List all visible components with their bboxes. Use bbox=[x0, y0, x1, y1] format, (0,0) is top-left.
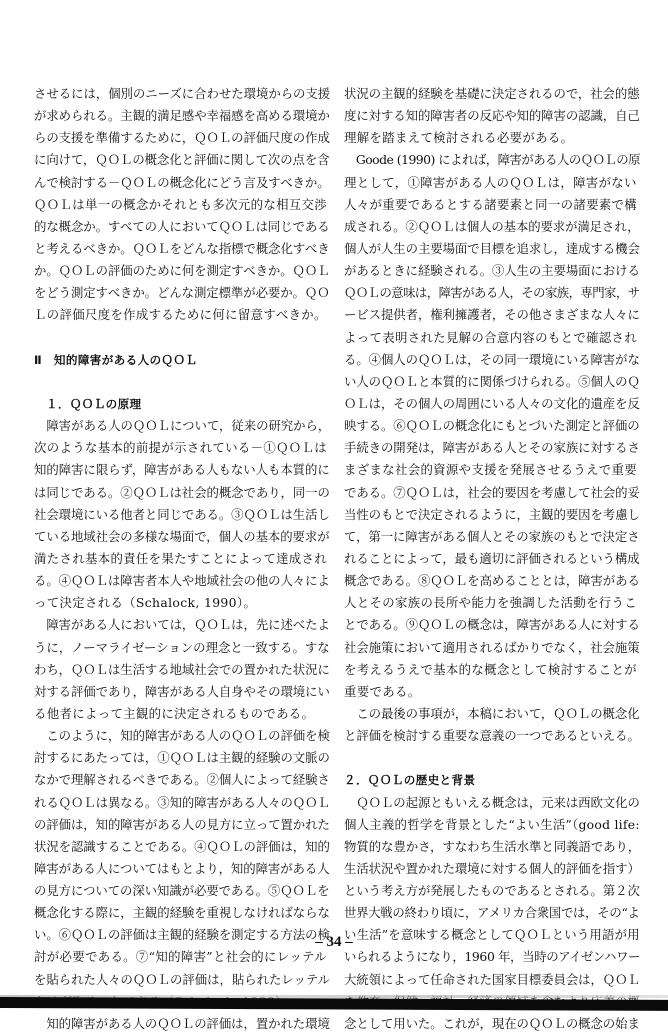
text-line: に向けて，ＱＯＬの概念化と評価に関して次の点を含 bbox=[34, 152, 330, 168]
text-line: とである。⑨ＱＯＬの概念は，障害がある人に対する bbox=[344, 617, 640, 633]
text-line: この最後の事項が，本稿において，ＱＯＬの概念化 bbox=[344, 705, 640, 721]
text-line: という考え方が発展したものであるとされる。第２次 bbox=[344, 883, 640, 899]
text-line: 成される。②ＱＯＬは個人の基本的要求が満足され， bbox=[344, 218, 640, 234]
blank-line bbox=[34, 371, 330, 393]
text-line: Goode (1990) によれば，障害がある人のＱＯＬの原 bbox=[344, 152, 641, 168]
text-line: 理として，①障害がある人のＱＯＬは，障害がない bbox=[344, 174, 637, 190]
blank-line bbox=[34, 327, 330, 349]
page-number: – 34 – bbox=[315, 934, 353, 950]
text-line: れることによって，最も適切に評価されるという構成 bbox=[344, 550, 640, 566]
text-line: 物質的な豊かさ，すなわち生活水準と同義語であり， bbox=[344, 838, 641, 854]
text-line: らの支援を準備するために，ＱＯＬの評価尺度の作成 bbox=[34, 130, 330, 146]
text-line: 討するにあたっては，①ＱＯＬは主観的経験の文脈の bbox=[34, 750, 330, 766]
text-line: よって表明された見解の合意内容のもとで確認され bbox=[344, 329, 638, 345]
text-line: んで検討する－ＱＯＬの概念化にどう言及すべきか。 bbox=[34, 174, 330, 190]
text-line: と評価を検討する重要な意義の一つであるといえる。 bbox=[344, 728, 640, 744]
text-line: って決定される（Schalock, 1990）。 bbox=[34, 595, 257, 611]
text-line: の評価は，知的障害がある人の見方に立って置かれた bbox=[34, 816, 330, 832]
text-line: 社会施策において適用されるばかりでなく，社会施策 bbox=[344, 639, 640, 655]
text-line: をどう測定すべきか。どんな測定標準が必要か。ＱＯ bbox=[34, 285, 330, 301]
text-line: る。④ＱＯＬは障害者本人や地域社会の他の人々によ bbox=[34, 573, 330, 589]
text-line: うに，ノーマライゼーションの理念と一致する。すな bbox=[34, 639, 330, 655]
text-line: 討が必要である。⑦“知的障害”と社会的にレッテル bbox=[34, 949, 327, 965]
text-line: 生活状況や置かれた環境に対する個人的評価を指す） bbox=[344, 860, 640, 876]
text-line: れるＱＯＬは異なる。③知的障害がある人々のＱＯＬ bbox=[34, 794, 330, 810]
text-line: わち，ＱＯＬは生活する地域社会での置かれた状況に bbox=[34, 661, 330, 677]
text-line: 手続きの開発は，障害がある人とその家族に対するさ bbox=[344, 440, 640, 456]
text-line: が求められる。主観的満足感や幸福感を高める環境か bbox=[34, 108, 330, 124]
text-line: ＱＯＬの意味は，障害がある人，その家族，専門家，サ bbox=[344, 285, 640, 301]
text-line: 知的障害がある人のＱＯＬの評価は，置かれた環境 bbox=[34, 1015, 330, 1031]
text-line: 人とその家族の長所や能力を強調した活動を行うこ bbox=[344, 595, 638, 611]
text-line: 社会環境にいる他者と同じである。③ＱＯＬは生活し bbox=[34, 506, 330, 522]
text-line: ＱＯＬの起源ともいえる概念は，元来は西欧文化の bbox=[344, 794, 640, 810]
text-line: させるには，個別のニーズに合わせた環境からの支援 bbox=[34, 86, 331, 101]
text-line: なかで理解されるべきである。②個人によって経験さ bbox=[34, 772, 330, 788]
text-line: を考えるうえで基本的な概念として検討することが bbox=[344, 661, 638, 677]
text-line: 念として用いた。これが，現在のＱＯＬの概念の始ま bbox=[344, 1015, 640, 1031]
left-text-column bbox=[34, 83, 330, 1035]
text-line: いられるようになり，1960 年，当時のアイゼンハワー bbox=[344, 949, 641, 965]
text-line: は同じである。②ＱＯＬは社会的概念であり，同一の bbox=[34, 484, 330, 500]
text-line: る他者によって主観的に決定されるものである。 bbox=[34, 705, 315, 721]
text-line: 的な概念か。すべての人においてＱＯＬは同じである bbox=[34, 218, 330, 234]
text-line: 対する評価であり，障害がある人自身やその環境にい bbox=[34, 683, 330, 699]
text-line: い。⑥ＱＯＬの評価は主観的経験を測定する方法の検 bbox=[34, 927, 330, 943]
text-line: 満たされ基本的責任を果たすことによって達成され bbox=[34, 550, 328, 566]
text-line: か。ＱＯＬの評価のために何を測定すべきか。ＱＯＬ bbox=[34, 263, 330, 279]
text-line: 状況の主観的経験を基礎に決定されるので，社会的態 bbox=[344, 86, 640, 101]
text-line: まざまな社会的資源や支援を発展させるうえで重要 bbox=[344, 462, 638, 478]
text-line: 世界大戦の終わり頃に，アメリカ合衆国では，その“よ bbox=[344, 905, 640, 921]
text-line: 次のような基本的前提が示されている－①ＱＯＬは bbox=[34, 440, 328, 456]
text-line: があるときに経験される。③人生の主要場面における bbox=[344, 263, 640, 279]
text-line: 理解を踏まえて検討される必要がある。 bbox=[344, 130, 574, 146]
text-line: て，第一に障害がある個人とその家族のもとで決定さ bbox=[344, 528, 640, 544]
text-line: 障害がある人についてはもとより，知的障害がある人 bbox=[34, 860, 330, 876]
text-line: 概念である。⑧ＱＯＬを高めることとは，障害がある bbox=[344, 573, 640, 589]
text-line: 障害がある人のＱＯＬについて，従来の研究から， bbox=[34, 418, 331, 434]
text-line: い生活”を意味する概念としてＱＯＬという用語が用 bbox=[344, 927, 640, 943]
text-line: ービス提供者，権利擁護者，その他さまざまな人々に bbox=[344, 307, 640, 323]
text-line: を貼られた人々のＱＯＬの評価は，貼られたレッテル bbox=[34, 971, 331, 987]
text-line: の見方についての深い知識が必要である。⑤ＱＯＬを bbox=[34, 883, 330, 899]
text-line: 概念化する際に，主観的経験を重視しなければならな bbox=[34, 905, 330, 921]
text-line: 当性のもとで決定されるように，主観的要因を考慮し bbox=[344, 506, 640, 522]
text-line: 障害がある人においては，ＱＯＬは，先に述べたよ bbox=[34, 617, 330, 633]
text-line: 人々が重要であるとする諸要素と同一の諸要素で構 bbox=[344, 196, 638, 212]
text-line: ＱＯＬは単一の概念かそれとも多次元的な相互交渉 bbox=[34, 196, 328, 212]
text-line: 度に対する知的障害者の反応や知的障害の認識，自己 bbox=[344, 108, 640, 124]
text-line: 個人主義的哲学を背景とした“よい生活”（good life: bbox=[344, 816, 640, 832]
text-line: 知的障害に限らず，障害がある人もない人も本質的に bbox=[34, 462, 330, 478]
text-line: 状況を認識することである。④ＱＯＬの評価は，知的 bbox=[34, 838, 330, 854]
text-line: このように，知的障害がある人のＱＯＬの評価を検 bbox=[34, 728, 330, 744]
right-text-column bbox=[344, 83, 640, 1035]
text-line: である。⑦ＱＯＬは，社会的要因を考慮して社会的妥 bbox=[344, 484, 640, 500]
text-line: 映する。⑥ＱＯＬの概念化にもとづいた測定と評価の bbox=[344, 418, 640, 434]
text-line: と考えるべきか。ＱＯＬをどんな指標で概念化すべき bbox=[34, 240, 330, 256]
text-line: い人のＱＯＬと本質的に関係づけられる。⑤個人のＱ bbox=[344, 373, 640, 389]
text-line: る。④個人のＱＯＬは，その同一環境にいる障害がな bbox=[344, 351, 640, 367]
text-line: 大統領によって任命された国家目標委員会は，ＱＯＬ bbox=[344, 971, 640, 987]
section-heading: １．ＱＯＬの原理 bbox=[34, 396, 142, 411]
text-line: 重要である。 bbox=[344, 683, 421, 699]
section-heading: Ⅱ 知的障害がある人のＱＯＬ bbox=[34, 352, 198, 367]
blank-line bbox=[344, 747, 640, 769]
text-line: 個人が人生の主要場面で目標を追求し，達成する機会 bbox=[344, 240, 640, 256]
text-line: Ｌの評価尺度を作成するために何に留意すべきか。 bbox=[34, 307, 327, 323]
text-line: ＯＬは，その個人の周囲にいる人々の文化的遺産を反 bbox=[344, 395, 640, 411]
text-line: ている地域社会の多様な場面で，個人の基本的要求が bbox=[34, 528, 330, 544]
section-heading: ２．ＱＯＬの歴史と背景 bbox=[344, 773, 476, 788]
